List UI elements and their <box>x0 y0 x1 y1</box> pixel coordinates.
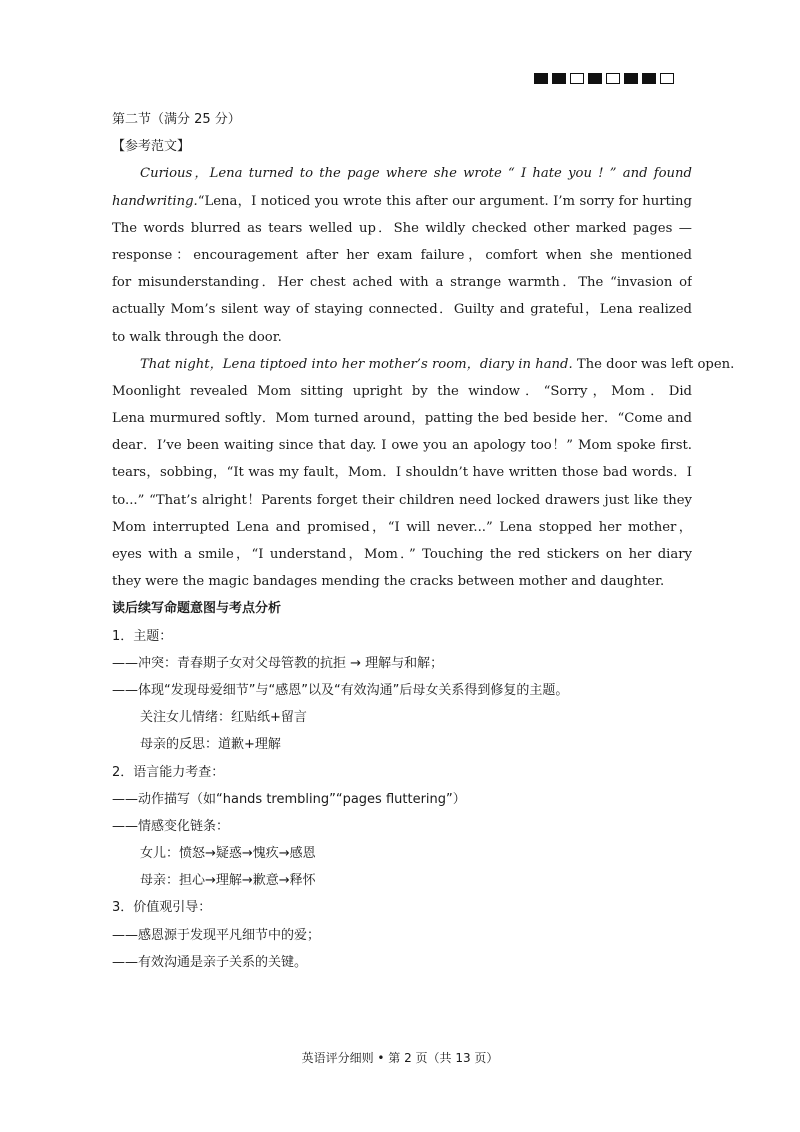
analysis-item: ——感恩源于发现平凡细节中的爱； <box>112 927 321 943</box>
analysis-subitem: 女儿：愤怒→疑惑→愧疚→感恩 <box>140 846 316 862</box>
marker-square-filled <box>552 73 566 84</box>
paragraph2-line: Moonlight revealed Mom sitting upright by the window．“Sorry，Mom．Did <box>112 383 692 399</box>
marker-square-filled <box>534 73 548 84</box>
analysis-subitem: 母亲的反思：道歉+理解 <box>140 737 281 753</box>
header-marker-squares <box>534 73 674 84</box>
section-title: 第二节（满分 25 分） <box>112 112 241 127</box>
analysis-heading: 读后续写命题意图与考点分析 <box>112 601 282 617</box>
analysis-item: ——冲突：青春期子女对父母管教的抗拒 → 理解与和解； <box>112 655 444 671</box>
analysis-item: ——情感变化链条： <box>112 818 230 834</box>
opening-sentence: Curious，Lena turned to the page where she wrote “ I hate you ! ” and found <box>140 166 692 182</box>
analysis-item: ——有效沟通是亲子关系的关键。 <box>112 954 308 970</box>
paragraph1-line: response：encouragement after her exam failure，comfort when she mentioned <box>112 247 692 263</box>
paragraph2-line: tears，sobbing，“It was my fault，Mom．I shouldn’t have written those bad words．I <box>112 465 692 481</box>
paragraph2-line <box>112 351 735 378</box>
analysis-item-title: 3．价值观引导： <box>112 900 212 916</box>
marker-square-filled <box>642 73 656 84</box>
marker-square-filled <box>588 73 602 84</box>
paragraph2-line: Lena murmured softly．Mom turned around，patting the bed beside her．“Come and <box>112 411 692 427</box>
paragraph1-line <box>112 160 692 187</box>
paragraph1-line: for misunderstanding．Her chest ached with a strange warmth．The “invasion of <box>112 275 692 291</box>
paragraph2-line: to...” “That’s alright！Parents forget their children need locked drawers just like they <box>112 492 692 508</box>
analysis-item: ——动作描写（如“hands trembling”“pages fluttering”） <box>112 791 466 807</box>
marker-square-empty <box>660 73 674 84</box>
paragraph-text: “Lena，I noticed you wrote this after our argument. I’m sorry for hurting <box>197 193 692 209</box>
page-footer: 英语评分细则 • 第 2 页（共 13 页） <box>301 1051 499 1065</box>
analysis-item: ——体现“发现母爱细节”与“感恩”以及“有效沟通”后母女关系得到修复的主题。 <box>112 682 569 698</box>
paragraph2-line: dear．I’ve been waiting since that day. I owe you an apology too！” Mom spoke first. <box>112 438 692 454</box>
opening-sentence: That night，Lena tiptoed into her mother’s room，diary in hand. <box>140 356 573 372</box>
model-essay-heading: 【参考范文】 <box>112 139 191 155</box>
marker-square-filled <box>624 73 638 84</box>
paragraph1-line: to walk through the door. <box>112 329 282 345</box>
paragraph2-line: Mom interrupted Lena and promised，“I will never...” Lena stopped her mother， <box>112 519 692 535</box>
opening-sentence-end: handwriting. <box>112 193 198 209</box>
paragraph2-line: they were the magic bandages mending the cracks between mother and daughter. <box>112 574 665 590</box>
paragraph2-line: eyes with a smile，“I understand，Mom．” Touching the red stickers on her diary <box>112 547 692 562</box>
analysis-subitem: 母亲：担心→理解→歉意→释怀 <box>140 873 316 889</box>
analysis-item-title: 1．主题： <box>112 628 173 644</box>
paragraph1-line <box>112 188 692 215</box>
paragraph-text: The door was left open. <box>572 356 735 372</box>
marker-square-empty <box>570 73 584 84</box>
paragraph1-line: actually Mom’s silent way of staying connected．Guilty and grateful，Lena realized <box>112 302 692 318</box>
document-body <box>112 106 735 976</box>
marker-square-empty <box>606 73 620 84</box>
paragraph1-line: The words blurred as tears welled up．She wildly checked other marked pages — <box>112 220 692 236</box>
analysis-item-title: 2．语言能力考查： <box>112 764 225 780</box>
analysis-subitem: 关注女儿情绪：红贴纸+留言 <box>140 710 307 726</box>
